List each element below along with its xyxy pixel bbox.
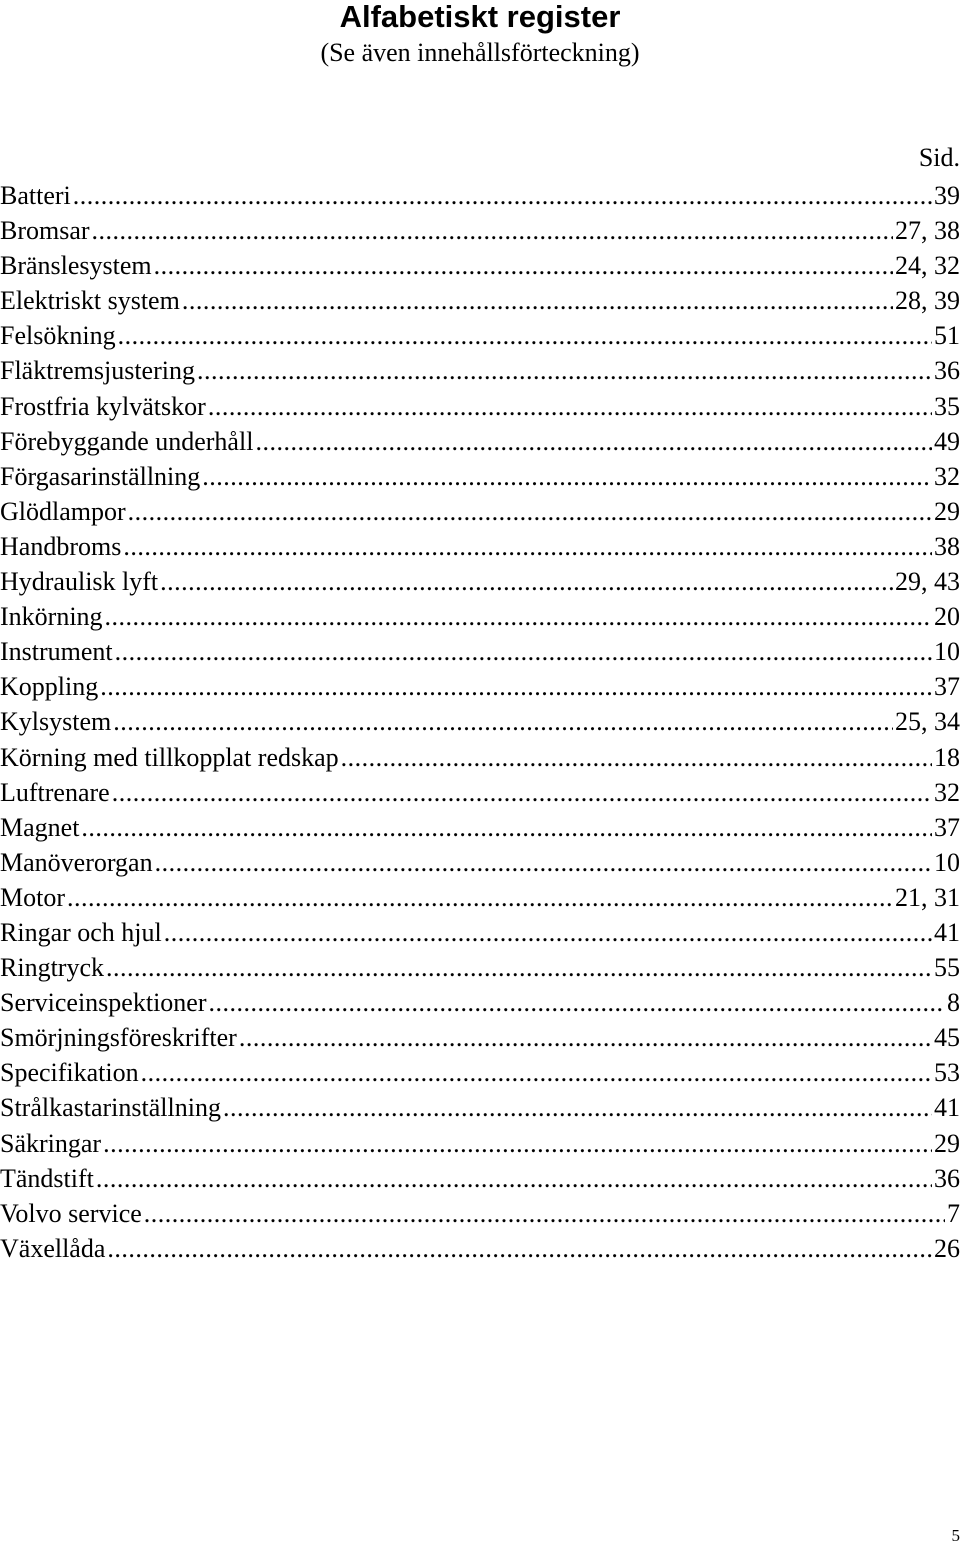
index-entry-page: 21, 31 [895,882,960,912]
dot-leader [208,389,932,424]
index-entry-page: 8 [947,988,960,1018]
dot-leader [202,459,932,494]
dot-leader [100,669,932,704]
index-entry-page: 25, 34 [895,707,960,737]
index-entry [0,353,960,388]
index-entry [0,704,960,739]
dot-leader [107,1231,932,1266]
index-entry-label: Inkörning [0,602,103,632]
index-entry-page: 35 [934,391,960,421]
index-entry-label: Instrument [0,637,113,667]
index-entry-label: Smörjningsföreskrifter [0,1023,237,1053]
index-entry-label: Växellåda [0,1233,106,1263]
index-entry [0,740,960,775]
index-entry-label: Fläktremsjustering [0,356,195,386]
index-entry-page: 28, 39 [895,286,960,316]
dot-leader [239,1020,932,1055]
index-entry-label: Strålkastarinställning [0,1093,221,1123]
dot-leader [106,950,932,985]
dot-leader [113,704,893,739]
dot-leader [112,775,932,810]
dot-leader [341,740,932,775]
index-entry-page: 24, 32 [895,251,960,281]
index-entry [0,529,960,564]
index-entry-label: Manöverorgan [0,847,153,877]
dot-leader [115,634,932,669]
index-entry-label: Serviceinspektioner [0,988,207,1018]
index-entry-page: 41 [934,917,960,947]
index-entry-label: Luftrenare [0,777,110,807]
index-entry [0,845,960,880]
dot-leader [81,810,932,845]
index-entry-label: Batteri [0,181,71,210]
dot-leader [96,1161,932,1196]
index-entry-label: Tändstift [0,1163,94,1193]
index-entry-label: Hydraulisk lyft [0,567,159,597]
dot-leader [67,880,893,915]
index-entry [0,950,960,985]
index-entry-label: Koppling [0,672,99,702]
index-entry-label: Felsökning [0,321,116,351]
index-entry-page: 32 [934,461,960,491]
dot-leader [255,424,932,459]
index-entry-page: 18 [934,742,960,772]
index-entry-label: Ringtryck [0,953,104,983]
index-entry-label: Ringar och hjul [0,917,162,947]
page-column-header: Sid. [918,143,960,172]
dot-leader [128,494,932,529]
index-entry [0,1196,960,1231]
index-entry-page: 32 [934,777,960,807]
index-entry-page: 45 [934,1023,960,1053]
index-entry-page: 7 [947,1198,960,1228]
index-entry-page: 26 [934,1233,960,1263]
dot-leader [118,318,932,353]
index-entry-label: Förgasarinställning [0,461,201,491]
index-entry [0,178,960,213]
index-entry [0,564,960,599]
index-entry [0,1020,960,1055]
index-entry [0,1055,960,1090]
dot-leader [141,1055,932,1090]
index-entry-label: Handbroms [0,531,122,561]
index-entry-label: Förebyggande underhåll [0,426,254,456]
dot-leader [105,599,932,634]
index-entry-label: Motor [0,882,65,912]
index-entry-label: Kylsystem [0,707,112,737]
dot-leader [182,283,893,318]
dot-leader [103,1126,932,1161]
index-entry-page: 10 [934,637,960,667]
dot-leader [223,1090,932,1125]
index-entry [0,1161,960,1196]
index-entry-page: 29 [934,496,960,526]
dot-leader [209,985,946,1020]
index-entry [0,213,960,248]
index-entry-page: 53 [934,1058,960,1088]
index-entry-page: 36 [934,356,960,386]
index-entry [0,599,960,634]
index-entry [0,494,960,529]
index-entry [0,1231,960,1266]
index-entry-label: Frostfria kylvätskor [0,391,206,421]
index-entry [0,634,960,669]
index-entry [0,810,960,845]
dot-leader [144,1196,945,1231]
dot-leader [92,213,893,248]
dot-leader [160,564,893,599]
index-entry [0,669,960,704]
index-entry-page: 39 [934,181,960,210]
index-entry-label: Magnet [0,812,80,842]
index-entry [0,459,960,494]
index-entry-page: 29, 43 [895,567,960,597]
index-entry [0,1126,960,1161]
index-entry-page: 20 [934,602,960,632]
dot-leader [154,248,893,283]
index-entry-page: 36 [934,1163,960,1193]
index-entry-label: Specifikation [0,1058,139,1088]
index-entry-label: Körning med tillkopplat redskap [0,742,339,772]
index-entry-page: 37 [934,812,960,842]
index-list [0,178,960,1266]
index-entry-page: 55 [934,953,960,983]
index-entry [0,985,960,1020]
dot-leader [155,845,932,880]
index-entry-label: Elektriskt system [0,286,180,316]
index-entry [0,318,960,353]
dot-leader [197,353,932,388]
index-entry-label: Bränslesystem [0,251,152,281]
index-entry [0,775,960,810]
index-entry [0,915,960,950]
index-entry-page: 37 [934,672,960,702]
page-title: Alfabetiskt register [339,0,621,34]
index-entry-page: 10 [934,847,960,877]
index-entry-label: Volvo service [0,1198,142,1228]
index-entry-page: 49 [934,426,960,456]
index-entry-page: 51 [934,321,960,351]
page-subtitle: (Se även innehållsförteckning) [320,38,640,67]
page-number: 5 [951,1526,960,1545]
index-entry [0,283,960,318]
index-entry-label: Glödlampor [0,496,126,526]
index-entry-label: Bromsar [0,216,90,246]
index-entry-label: Säkringar [0,1128,102,1158]
index-entry-page: 27, 38 [895,216,960,246]
index-entry [0,1090,960,1125]
dot-leader [73,178,932,213]
index-entry-page: 41 [934,1093,960,1123]
index-entry [0,424,960,459]
index-entry [0,389,960,424]
dot-leader [164,915,932,950]
index-entry-page: 38 [934,531,960,561]
index-entry-page: 29 [934,1128,960,1158]
index-entry [0,248,960,283]
dot-leader [123,529,932,564]
index-entry [0,880,960,915]
